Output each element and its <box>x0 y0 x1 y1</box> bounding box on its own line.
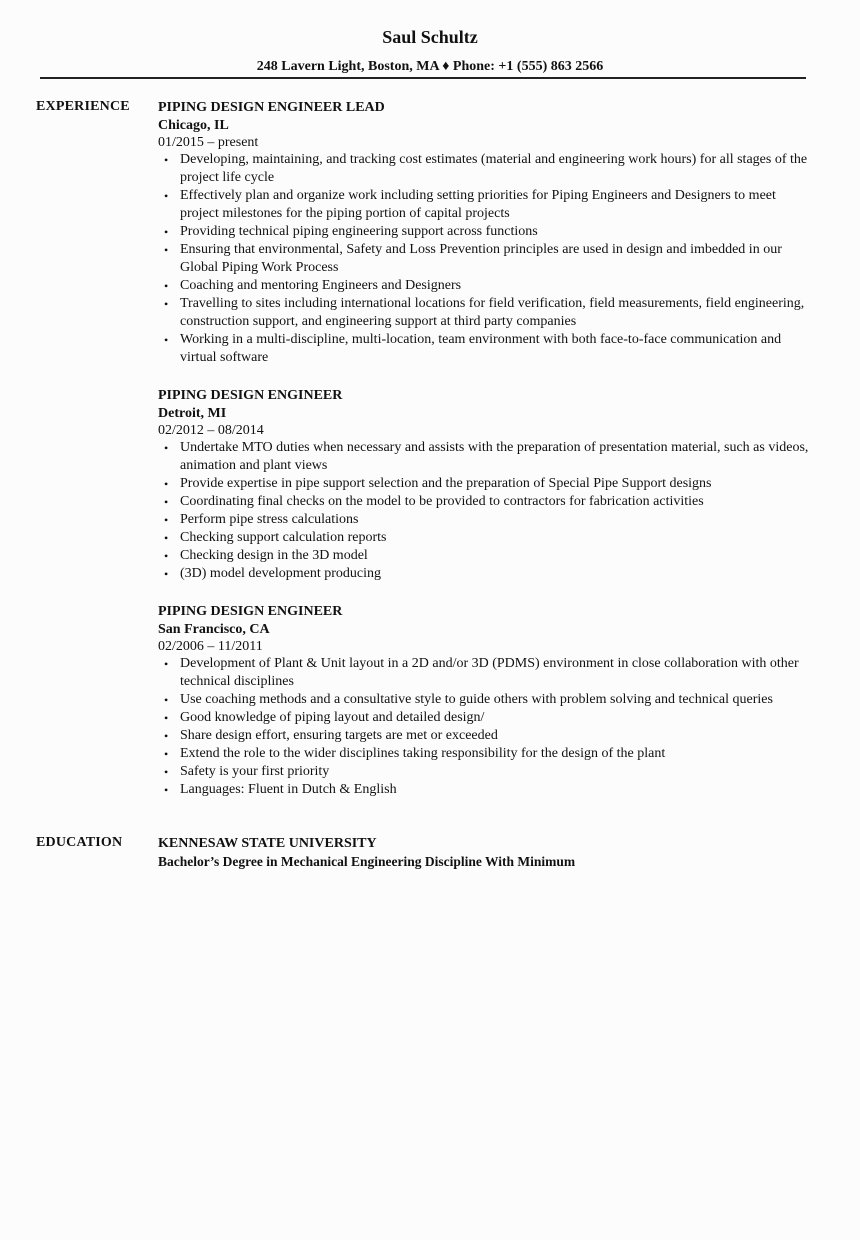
list-item <box>164 475 818 493</box>
list-item <box>164 709 818 727</box>
bullet-text: Safety is your first priority <box>180 764 330 779</box>
bullet-icon: • <box>164 243 169 257</box>
bullet-text: Travelling to sites including international locations for field verification, field measurements, field engineering, construction support, and engineering support at third party companies <box>180 296 805 329</box>
bullet-text: Coordinating final checks on the model to be provided to contractors for fabrication activities <box>180 494 704 509</box>
job-entry <box>158 603 818 799</box>
job-location: Detroit, MI <box>158 406 227 421</box>
list-item <box>164 223 818 241</box>
job-location: San Francisco, CA <box>158 622 270 637</box>
bullet-text: Extend the role to the wider disciplines taking responsibility for the design of the plant <box>180 746 666 761</box>
job-bullet-list <box>158 151 818 367</box>
list-item <box>164 493 818 511</box>
job-bullet-list <box>158 439 818 583</box>
bullet-text: Checking support calculation reports <box>180 530 387 545</box>
bullet-text: Working in a multi-discipline, multi-location, team environment with both face-to-face communication and virtual software <box>180 332 782 365</box>
list-item <box>164 727 818 745</box>
bullet-text: Undertake MTO duties when necessary and assists with the preparation of presentation material, such as videos, animation and plant views <box>180 440 809 473</box>
job-entry <box>158 387 818 583</box>
bullet-icon: • <box>164 711 169 725</box>
job-title: PIPING DESIGN ENGINEER <box>158 604 343 619</box>
bullet-icon: • <box>164 333 169 347</box>
bullet-icon: • <box>164 279 169 293</box>
bullet-icon: • <box>164 441 169 455</box>
list-item <box>164 277 818 295</box>
bullet-icon: • <box>164 495 169 509</box>
list-item <box>164 529 818 547</box>
bullet-icon: • <box>164 729 169 743</box>
bullet-icon: • <box>164 225 169 239</box>
list-item <box>164 763 818 781</box>
bullet-icon: • <box>164 657 169 671</box>
list-item <box>164 187 818 223</box>
bullet-icon: • <box>164 765 169 779</box>
bullet-icon: • <box>164 297 169 311</box>
list-item <box>164 295 818 331</box>
job-title: PIPING DESIGN ENGINEER LEAD <box>158 100 385 115</box>
bullet-text: Checking design in the 3D model <box>180 548 368 563</box>
job-entry <box>158 99 818 367</box>
bullet-text: Providing technical piping engineering support across functions <box>180 224 538 239</box>
header-divider <box>40 77 806 79</box>
list-item <box>164 511 818 529</box>
job-dates: 01/2015 – present <box>158 135 259 150</box>
school-name: KENNESAW STATE UNIVERSITY <box>158 836 377 851</box>
list-item <box>164 565 818 583</box>
bullet-text: Languages: Fluent in Dutch & English <box>180 782 397 797</box>
bullet-text: Effectively plan and organize work including setting priorities for Piping Engineers and Designers to meet project milestones for the piping portion of capital projects <box>180 188 776 221</box>
bullet-icon: • <box>164 153 169 167</box>
resume-header <box>0 26 860 76</box>
section-label-education: EDUCATION <box>36 835 123 850</box>
job-dates: 02/2006 – 11/2011 <box>158 639 263 654</box>
bullet-icon: • <box>164 693 169 707</box>
job-title: PIPING DESIGN ENGINEER <box>158 388 343 403</box>
bullet-text: Provide expertise in pipe support selection and the preparation of Special Pipe Support designs <box>180 476 712 491</box>
education-entry <box>158 835 818 871</box>
degree-title: Bachelor’s Degree in Mechanical Engineering Discipline With Minimum <box>158 854 576 869</box>
list-item <box>164 691 818 709</box>
candidate-name: Saul Schultz <box>382 27 478 47</box>
bullet-icon: • <box>164 189 169 203</box>
bullet-text: (3D) model development producing <box>180 566 382 581</box>
list-item <box>164 331 818 367</box>
job-dates: 02/2012 – 08/2014 <box>158 423 264 438</box>
list-item <box>164 745 818 763</box>
job-location: Chicago, IL <box>158 118 229 133</box>
bullet-icon: • <box>164 549 169 563</box>
bullet-icon: • <box>164 747 169 761</box>
bullet-text: Development of Plant & Unit layout in a 2D and/or 3D (PDMS) environment in close collaboration with other technical disciplines <box>180 656 799 689</box>
list-item <box>164 655 818 691</box>
list-item <box>164 439 818 475</box>
section-label-experience: EXPERIENCE <box>36 99 130 114</box>
bullet-text: Perform pipe stress calculations <box>180 512 359 527</box>
bullet-icon: • <box>164 477 169 491</box>
list-item <box>164 547 818 565</box>
job-bullet-list <box>158 655 818 799</box>
list-item <box>164 241 818 277</box>
bullet-icon: • <box>164 567 169 581</box>
bullet-text: Use coaching methods and a consultative style to guide others with problem solving and technical queries <box>180 692 773 707</box>
bullet-icon: • <box>164 513 169 527</box>
list-item <box>164 781 818 799</box>
contact-line: 248 Lavern Light, Boston, MA ♦ Phone: +1 (555) 863 2566 <box>256 59 604 74</box>
bullet-text: Share design effort, ensuring targets are met or exceeded <box>180 728 498 743</box>
bullet-icon: • <box>164 531 169 545</box>
bullet-text: Developing, maintaining, and tracking cost estimates (material and engineering work hours) for all stages of the project life cycle <box>180 152 808 185</box>
experience-list <box>158 99 818 819</box>
bullet-icon: • <box>164 783 169 797</box>
bullet-text: Ensuring that environmental, Safety and Loss Prevention principles are used in design and imbedded in our Global Piping Work Process <box>180 242 782 275</box>
bullet-text: Coaching and mentoring Engineers and Designers <box>180 278 462 293</box>
bullet-text: Good knowledge of piping layout and detailed design/ <box>180 710 485 725</box>
list-item <box>164 151 818 187</box>
